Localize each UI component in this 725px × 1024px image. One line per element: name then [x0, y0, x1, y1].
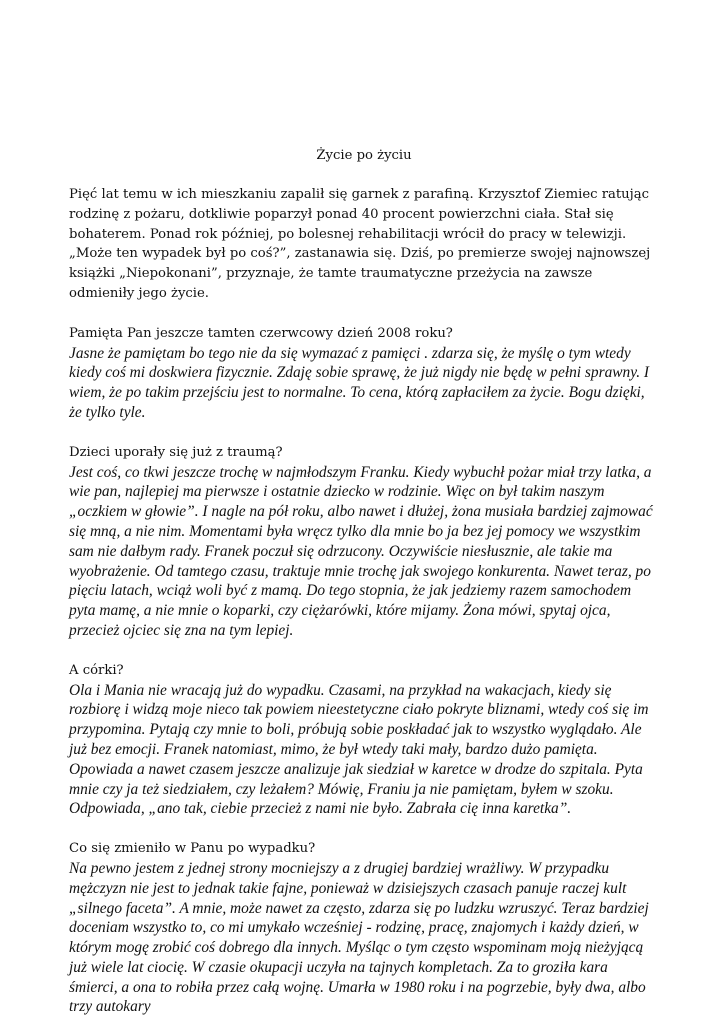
- intro-paragraph: Pięć lat temu w ich mieszkaniu zapalił się garnek z parafiną. Krzysztof Ziemiec ratując rodzinę z pożaru, dotkliwie poparzył ponad 40 procent powierzchni ciała. Stał się bohaterem. Ponad rok później, po bolesnej rehabilitacji wrócił do pracy w telewizji. „Może ten wypadek był po coś?”, zastanawia się. Dziś, po premierze swojej najnowszej książki „Niepokonani”, przyznaje, że tamte traumatyczne przeżycia na zawsze odmieniły jego życie.: [69, 187, 651, 301]
- qa-section-1: [69, 324, 659, 423]
- answer-text: Jasne że pamiętam bo tego nie da się wymazać z pamięci . zdarza się, że myślę o tym wtedy kiedy coś mi doskwiera fizycznie. Zdaję sobie sprawę, że już nigdy nie będę w pełni sprawny. I wiem, że po takim przejściu jest to normalne. To cena, którą zapłaciłem za życie. Bogu dzięki, że tylko tyle.: [69, 344, 650, 421]
- question-text: Dzieci uporały się już z traumą?: [69, 444, 283, 460]
- qa-section-2: [69, 443, 659, 641]
- question-text: A córki?: [69, 662, 124, 678]
- document-title: Życie po życiu: [316, 148, 412, 163]
- answer-text: Na pewno jestem z jednej strony mocniejszy a z drugiej bardziej wrażliwy. W przypadku mężczyzn nie jest to jednak takie fajne, ponieważ w dzisiejszych czasach panuje raczej kult „silnego faceta”. A mnie, może nawet za często, zdarza się po ludzku wzruszyć. Teraz bardziej doceniam wszystko to, co mi umykało wcześniej - rodzinę, pracę, znajomych i każdy dzień, w którym mogę zrobić coś dobrego dla innych. Myśląc o tym często wspominam moją nieżyjącą już wiele lat ciocię. W czasie okupacji uczyła na tajnych kompletach. Za to groziła kara śmierci, a ona to robiła przez całą wojnę. Umarła w 1980 roku i na pogrzebie, były dwa, albo trzy autokary: [69, 859, 649, 1016]
- answer-text: Jest coś, co tkwi jeszcze trochę w najmłodszym Franku. Kiedy wybuchł pożar miał trzy latka, a wie pan, najlepiej ma pierwsze i ostatnie dziecko w rodzinie. Więc on był takim naszym „oczkiem w głowie”. I nagle na pół roku, albo nawet i dłużej, żona musiała bardziej zajmować się mną, a nie nim. Momentami była wręcz tylko dla mnie bo ja bez jej pomocy we wszystkim sam nie dałbym rady. Franek poczuł się odrzucony. Oczywiście niesłusznie, ale takie ma wyobrażenie. Od tamtego czasu, traktuje mnie trochę jak swojego konkurenta. Nawet teraz, po pięciu latach, wciąż woli być z mamą. Do tego stopnia, że jak jedziemy razem samochodem pyta mamę, a nie mnie o koparki, czy ciężarówki, które mijamy. Żona mówi, spytaj ojca, przecież ojciec się zna na tym lepiej.: [69, 463, 653, 639]
- qa-section-4: [69, 839, 659, 1017]
- question-text: Pamięta Pan jeszcze tamten czerwcowy dzień 2008 roku?: [69, 325, 453, 341]
- question-text: Co się zmieniło w Panu po wypadku?: [69, 841, 316, 857]
- document-page: [69, 0, 659, 1024]
- qa-section-3: [69, 661, 659, 819]
- answer-text: Ola i Mania nie wracają już do wypadku. Czasami, na przykład na wakacjach, kiedy się rozbiorę i widzą moje nieco tak powiem nieestetyczne ciało pokryte bliznami, wtedy coś się im przypomina. Pytają czy mnie to boli, próbują sobie poskładać jak to wszystko wyglądało. Ale już bez emocji. Franek natomiast, mimo, że był wtedy taki mały, bardzo dużo pamięta. Opowiada a nawet czasem jeszcze analizuje jak siedział w karetce w drodze do szpitala. Pyta mnie czy ja też siedziałem, czy leżałem? Mówię, Franiu ja nie pamiętam, byłem w szoku. Odpowiada, „ano tak, ciebie przecież z nami nie było. Zabrała cię inna karetka”.: [69, 681, 649, 818]
